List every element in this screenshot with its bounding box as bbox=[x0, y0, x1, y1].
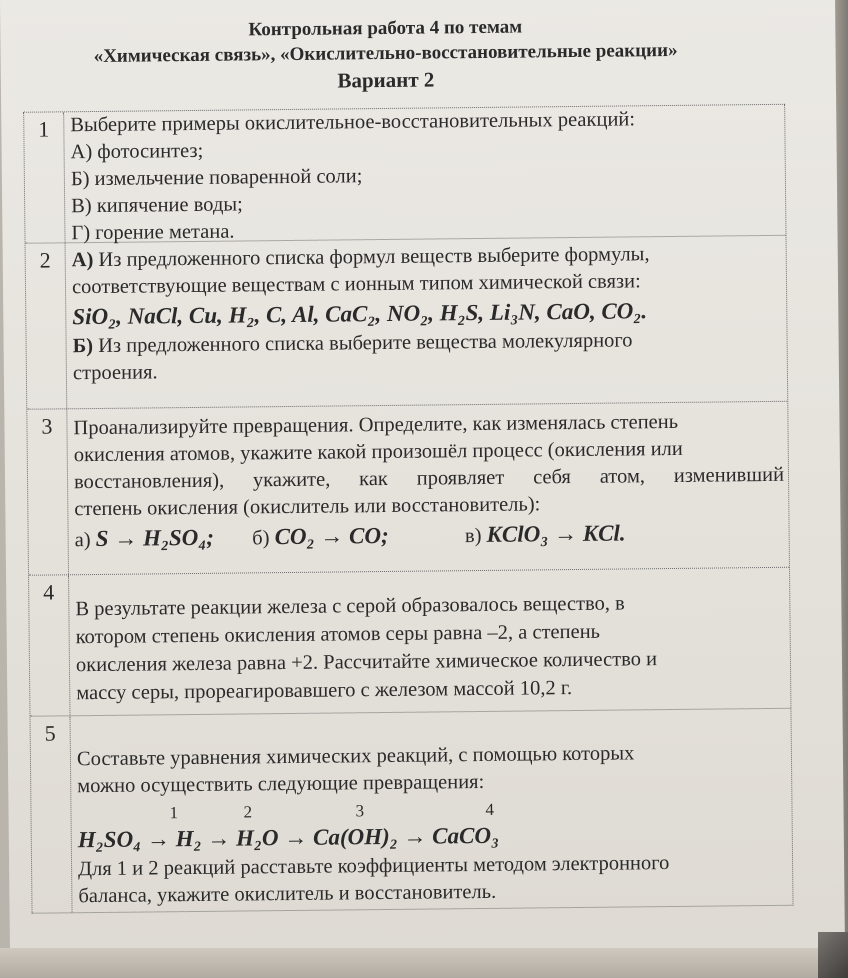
task-content bbox=[70, 105, 781, 247]
task-text-line: В) кипячение воды; bbox=[71, 193, 243, 218]
task-number: 1 bbox=[24, 112, 65, 242]
part-label: А) bbox=[71, 249, 94, 272]
item-label: а) bbox=[74, 529, 96, 552]
step-number: 1 bbox=[169, 803, 179, 823]
task-row-4 bbox=[29, 568, 790, 717]
task-text-line: Для 1 и 2 реакций расставьте коэффициенты методом электронного bbox=[77, 852, 670, 881]
task-text-line: строения. bbox=[72, 361, 158, 385]
task-text-line: Б) измельчение поваренной соли; bbox=[70, 165, 363, 191]
task-content bbox=[73, 408, 784, 555]
task-content bbox=[77, 739, 789, 910]
item-label: б) bbox=[252, 527, 275, 550]
task-number: 4 bbox=[29, 575, 70, 715]
variant-title: Вариант 2 bbox=[337, 67, 435, 93]
item-label: в) bbox=[464, 524, 487, 548]
transformation-a: S → H₂SO₄; bbox=[95, 524, 215, 552]
step-number: 2 bbox=[243, 802, 253, 822]
task-text-line: Г) горение метана. bbox=[71, 220, 235, 245]
part-text: Из предложенного списка формул веществ выберите формулы, bbox=[93, 243, 650, 272]
task-row-3 bbox=[27, 402, 789, 576]
part-text: Из предложенного списка выберите вещества молекулярного bbox=[92, 329, 633, 358]
task-text-line: Проанализируйте превращения. Определите, как изменялась степень bbox=[73, 410, 679, 440]
task-text-line: Составьте уравнения химических реакций, с помощью которых bbox=[76, 742, 635, 771]
title-line-1: Контрольная работа 4 по темам bbox=[248, 16, 523, 41]
task-text-line: А) фотосинтез; bbox=[70, 139, 204, 164]
task-row-2 bbox=[26, 236, 788, 410]
task-text-line: баланса, укажите окислитель и восстановитель. bbox=[78, 880, 497, 908]
transformation-b: CO₂ → CO; bbox=[274, 522, 389, 550]
task-text-line: Выберите примеры окислительное-восстановительных реакций: bbox=[70, 108, 636, 137]
task-row-5 bbox=[31, 709, 793, 913]
step-number: 3 bbox=[355, 801, 365, 821]
task-text-line: котором степень окисления атомов серы равна –2, а степень bbox=[75, 620, 601, 649]
object-corner bbox=[818, 932, 848, 978]
task-text-line: окисления железа равна +2. Рассчитайте химическое количество и bbox=[75, 648, 658, 677]
task-content bbox=[72, 240, 783, 387]
task-content bbox=[75, 588, 786, 707]
transformations-line bbox=[74, 516, 784, 555]
step-number: 4 bbox=[485, 799, 495, 819]
reaction-chain: H₂SO₄ → H₂ → H₂O → Ca(OH)₂ → CaCO₃ bbox=[77, 822, 500, 853]
task-text-line: массу серы, прореагировавшего с железом массой 10,2 г. bbox=[76, 677, 573, 705]
task-row-1 bbox=[24, 105, 785, 244]
transformation-c: KClO₃ → KCl. bbox=[486, 520, 626, 547]
task-text-line: восстановления), укажите, как проявляет себя атом, изменивший bbox=[73, 463, 785, 494]
title-line-2: «Химическая связь», «Окислительно-восстановительные реакции» bbox=[93, 39, 678, 68]
tasks-table bbox=[23, 104, 793, 914]
part-label: Б) bbox=[72, 335, 94, 358]
formula-list: SiO₂, NaCl, Cu, H₂, C, Al, CaC₂, NO₂, H₂S, Li₃N, CaO, CO₂. bbox=[72, 298, 648, 330]
task-text-line: В результате реакции железа с серой образовалось вещество, в bbox=[75, 592, 625, 621]
task-text-line: степень окисления (окислитель или восстановитель): bbox=[74, 493, 541, 521]
task-text-line: соответствующие веществам с ионным типом химической связи: bbox=[71, 270, 641, 299]
task-text-line: можно осуществить следующие превращения: bbox=[77, 770, 485, 798]
desk-surface bbox=[0, 948, 848, 978]
task-number: 5 bbox=[31, 716, 73, 912]
task-number: 2 bbox=[26, 243, 68, 408]
task-number: 3 bbox=[27, 409, 69, 574]
task-text-line: окисления атомов, укажите какой произошёл процесс (окисления или bbox=[73, 437, 683, 467]
